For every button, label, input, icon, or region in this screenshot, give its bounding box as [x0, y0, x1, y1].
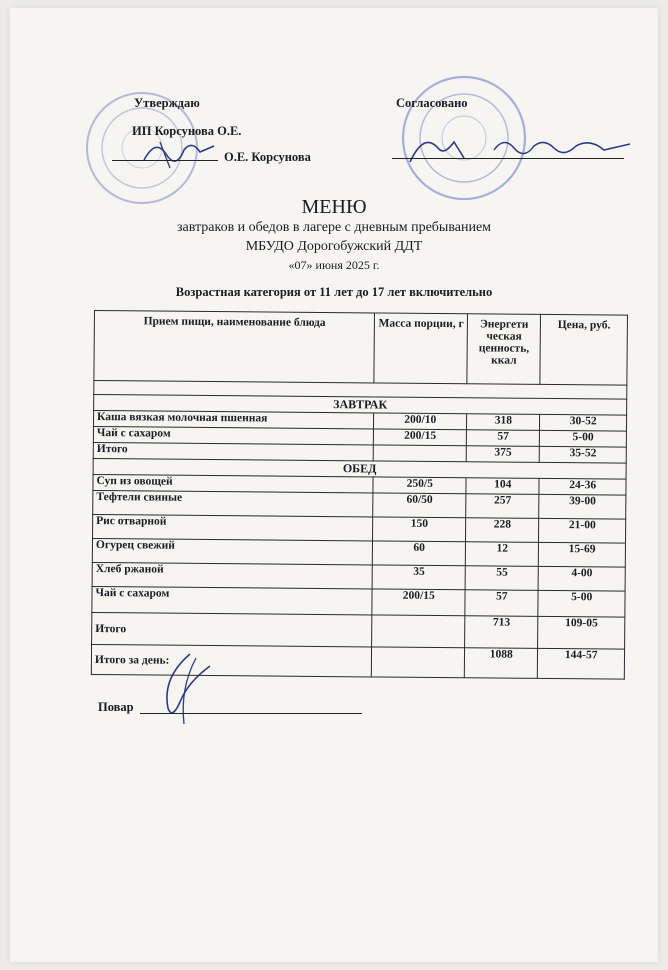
dish-energy: 57 [465, 590, 538, 617]
dish-price: 109-05 [538, 616, 625, 649]
section-lunch: ОБЕД [93, 458, 626, 479]
day-total-mass [372, 647, 465, 678]
dish-mass: 200/15 [374, 429, 467, 446]
dish-name: Итого [92, 612, 373, 646]
dish-name: Хлеб ржаной [92, 562, 373, 588]
dish-name: Каша вязкая молочная пшенная [93, 411, 373, 429]
dish-mass: 200/10 [374, 413, 467, 430]
header-energy: Энергети ческая ценность, ккал [467, 314, 541, 385]
agree-signature [404, 128, 644, 168]
header-dish: Прием пищи, наименование блюда [94, 311, 375, 383]
dish-energy: 713 [465, 616, 538, 649]
dish-price: 35-52 [540, 446, 627, 463]
dish-name: Рис отварной [93, 514, 374, 540]
dish-mass: 60 [373, 541, 466, 566]
dish-mass: 35 [372, 565, 465, 590]
dish-price: 30-52 [540, 414, 627, 431]
section-breakfast: ЗАВТРАК [94, 395, 627, 416]
menu-date: «07» июня 2025 г. [288, 258, 380, 272]
dish-name: Чай с сахаром [93, 426, 373, 444]
dish-price: 5-00 [540, 430, 627, 447]
dish-price: 39-00 [539, 494, 626, 519]
menu-title: МЕНЮ [301, 196, 367, 218]
dish-energy: 55 [465, 566, 538, 591]
cook-label: Повар [98, 700, 134, 714]
day-total-price: 144-57 [538, 648, 625, 679]
cook-signature-line [140, 713, 362, 714]
dish-name: Огурец свежий [92, 538, 373, 564]
dish-mass: 60/50 [373, 493, 466, 518]
dish-energy: 375 [466, 446, 539, 463]
menu-table [91, 310, 628, 680]
day-total-row [91, 644, 624, 679]
institution-name: МБУДО Дорогобужский ДДТ [245, 239, 423, 254]
dish-name: Чай с сахаром [92, 586, 373, 614]
dish-energy: 318 [467, 414, 540, 431]
dish-price: 5-00 [538, 590, 625, 617]
dish-price: 4-00 [538, 566, 625, 591]
agree-signature-line [392, 158, 624, 159]
day-total-label: Итого за день: [91, 644, 372, 676]
dish-mass: 250/5 [373, 477, 466, 494]
approve-label: Утверждаю [134, 96, 200, 110]
agree-label: Согласовано [396, 96, 468, 110]
approve-name: О.Е. Корсунова [224, 150, 311, 164]
dish-mass [374, 445, 467, 462]
dish-price: 21-00 [539, 518, 626, 543]
dish-mass [372, 615, 465, 648]
table-row [92, 612, 625, 649]
dish-name: Итого [93, 442, 373, 460]
dish-energy: 57 [467, 430, 540, 447]
dish-name: Тефтели свиные [93, 490, 374, 516]
dish-energy: 257 [466, 494, 539, 519]
header-mass: Масса порции, г [374, 313, 467, 384]
menu-subtitle: завтраков и обедов в лагере с дневным пребыванием [176, 220, 492, 235]
dish-name: Суп из овощей [93, 474, 373, 492]
header-price: Цена, руб. [540, 314, 627, 385]
day-total-energy: 1088 [464, 648, 537, 679]
table-header-row [94, 311, 628, 386]
dish-mass: 150 [373, 517, 466, 542]
approve-org: ИП Корсунова О.Е. [132, 124, 242, 138]
dish-energy: 12 [465, 542, 538, 567]
age-category: Возрастная категория от 11 лет до 17 лет включительно [175, 285, 493, 299]
dish-energy: 228 [466, 518, 539, 543]
approve-signature-line [112, 160, 218, 161]
dish-mass: 200/15 [372, 589, 465, 616]
dish-price: 15-69 [539, 542, 626, 567]
dish-energy: 104 [466, 478, 539, 495]
dish-price: 24-36 [539, 478, 626, 495]
